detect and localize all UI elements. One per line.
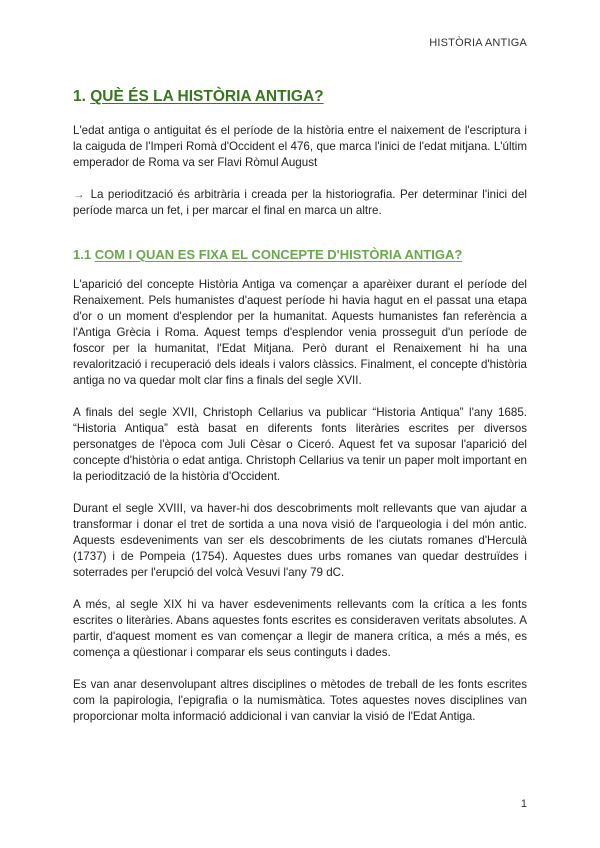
paragraph: A finals del segle XVII, Christoph Cellarius va publicar “Historia Antiqua” l'any 1685. “Historia Antiqua” està basat en diferents fonts literàries escrites per diversos personatges de l'època com Juli Cèsar o Ciceró. Aquest fet va suposar l'aparició del concepte d'història o edat antiga. Christoph Cellarius va tenir un paper molt important en la periodització de la història d'Occident. bbox=[73, 406, 527, 483]
heading-number: 1. bbox=[73, 88, 86, 105]
paragraph: L'aparició del concepte Història Antiga va començar a aparèixer durant el període del Renaixement. Pels humanistes d'aquest període hi havia hagut en el passat una etapa d'or o un moment d'esplendor per la humanitat. Aquests humanistes fan referència a l'Antiga Grècia i Roma. Aquest temps d'esplendor venia prosseguit d'un període de foscor per la humanitat, l'Edat Mitjana. Però durant el Renaixement hi ha una revalorització i recuperació dels ideals i valors clàssics. Finalment, el concepte d'història antiga no va quedar molt clar fins a finals del segle XVII. bbox=[73, 278, 527, 387]
document-body bbox=[73, 88, 527, 741]
arrow-note-text: La periodització és arbitrària i creada per la historiografia. Per determinar l'inici del període marca un fet, i per marcar el final en marca un altre. bbox=[73, 188, 527, 217]
paragraph: Es van anar desenvolupant altres disciplines o mètodes de treball de les fonts escrites com la papirologia, l'epigrafia o la numismàtica. Totes aquestes noves disciplines van proporcionar molta informació addicional i van canviar la visió de l'Edat Antiga. bbox=[73, 678, 527, 723]
section-heading-1 bbox=[73, 88, 527, 106]
running-header: HISTÒRIA ANTIGA bbox=[429, 37, 527, 49]
page-number: 1 bbox=[520, 798, 527, 810]
paragraph: Durant el segle XVIII, va haver-hi dos descobriments molt rellevants que van ajudar a transformar i donar el tret de sortida a una nova visió de l'arqueologia i del món antic. Aquests esdeveniments van ser els descobriments de les ciutats romanes d'Herculà (1737) i de Pompeia (1754). Aquestes dues urbs romanes van quedar destruïdes i soterrades per l'erupció del volcà Vesuvi l'any 79 dC. bbox=[73, 502, 527, 579]
arrow-icon: → bbox=[73, 188, 85, 201]
paragraph: A més, al segle XIX hi va haver esdeveniments rellevants com la crítica a les fonts escrites o literàries. Abans aquestes fonts escrites es consideraven veritats absolutes. A partir, d'aquest moment es van començar a llegir de manera crítica, a més a més, es comença a qüestionar i comparar els seus continguts i dades. bbox=[73, 598, 527, 659]
paragraph: L'edat antiga o antiguitat és el període de la història entre el naixement de l'escriptura i la caiguda de l'Imperi Romà d'Occident el 476, que marca l'inici de l'edat mitjana. L'últim emperador de Roma va ser Flavi Ròmul August bbox=[73, 124, 527, 169]
heading-title: COM I QUAN ES FIXA EL CONCEPTE D'HISTÒRIA ANTIGA? bbox=[94, 247, 463, 262]
arrow-note bbox=[73, 187, 527, 219]
heading-title: QUÈ ÉS LA HISTÒRIA ANTIGA? bbox=[90, 88, 324, 105]
section-heading-1-1 bbox=[73, 247, 527, 262]
heading-number: 1.1 bbox=[73, 247, 92, 262]
